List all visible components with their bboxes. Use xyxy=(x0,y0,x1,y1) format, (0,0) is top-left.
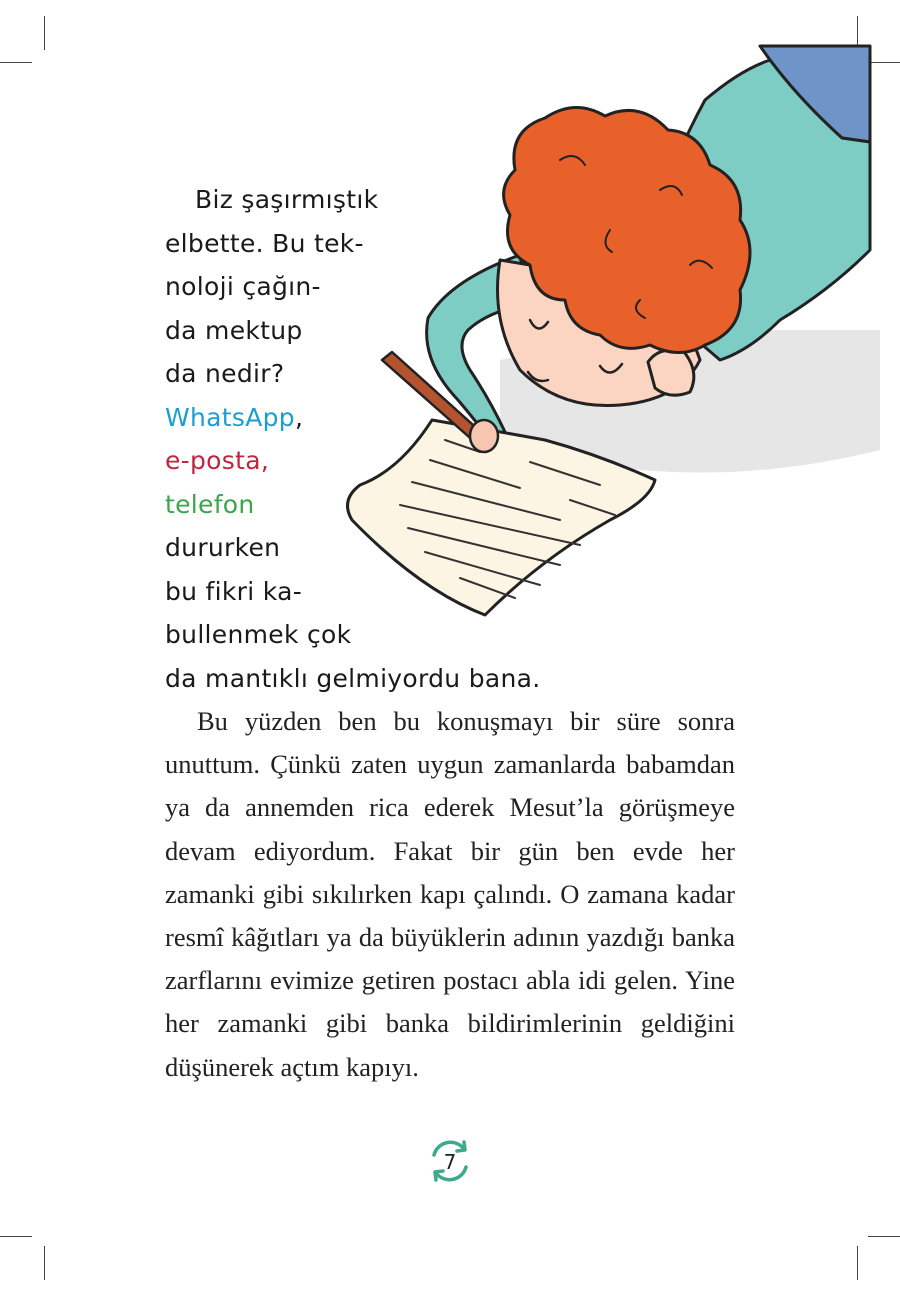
handwritten-line: noloji çağın- xyxy=(165,272,321,301)
whatsapp-comma: , xyxy=(294,402,304,432)
telefon-word: telefon xyxy=(165,489,255,519)
body-paragraph: Bu yüzden ben bu konuşmayı bir süre sonra unuttum. Çünkü zaten uygun zamanlarda babamdan ya da annemden rica ederek Mesut’la görüşmeye devam ediyordum. Fakat bir gün ben evde her zamanki gibi sıkılırken kapı çalındı. O zamana kadar resmî kâğıtları ya da büyüklerin adının yazdığı banka zarflarını evimize getiren postacı abla idi gelen. Yine her zamanki gibi banka bildirimlerinin geldiğini düşünerek açtım kapıyı. xyxy=(165,706,735,1082)
page-number-badge xyxy=(424,1135,476,1187)
handwritten-line: dururken xyxy=(165,533,281,562)
handwritten-line: Biz şaşırmıştık xyxy=(195,185,379,214)
handwritten-line xyxy=(165,396,541,440)
handwritten-text-block xyxy=(165,178,541,700)
crop-mark xyxy=(44,1246,45,1280)
eposta-word: e-posta, xyxy=(165,446,270,475)
crop-mark xyxy=(857,1246,858,1280)
handwritten-line: bullenmek çok xyxy=(165,620,352,649)
crop-mark xyxy=(0,1236,32,1237)
handwritten-line: da nedir? xyxy=(165,359,285,388)
whatsapp-word: WhatsApp xyxy=(165,402,295,432)
crop-mark xyxy=(868,1236,900,1237)
handwritten-line: da mektup xyxy=(165,315,303,345)
handwritten-line: da mantıklı gelmiyordu bana. xyxy=(165,663,541,693)
handwritten-line: elbette. Bu tek- xyxy=(165,228,364,258)
recycle-arrows-icon xyxy=(424,1135,476,1187)
page-number: 7 xyxy=(443,1150,457,1174)
handwritten-line: bu fikri ka- xyxy=(165,576,303,606)
